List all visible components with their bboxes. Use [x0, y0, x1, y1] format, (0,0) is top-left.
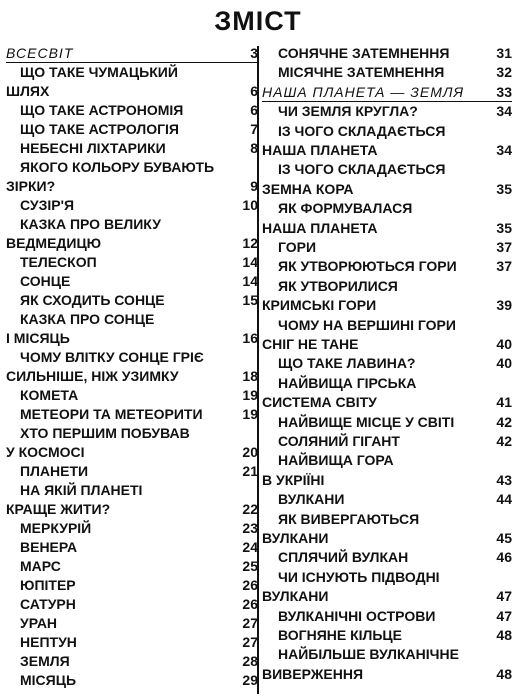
toc-entry — [6, 253, 258, 272]
toc-entry-page: 25 — [242, 558, 258, 574]
toc-entry — [6, 63, 258, 82]
toc-entry-title: ВУЛКАНИ — [262, 588, 329, 605]
toc-entry-page: 31 — [496, 45, 512, 61]
toc-entry — [262, 316, 512, 335]
toc-entry-title: СОНЦЕ — [20, 273, 71, 289]
toc-entry-title: КРАЩЕ ЖИТИ? — [6, 501, 111, 517]
toc-entry-title: МІСЯЧНЕ ЗАТЕМНЕННЯ — [278, 64, 445, 81]
toc-entry-title: НЕПТУН — [20, 634, 77, 650]
toc-entry-title: У КОСМОСІ — [6, 444, 85, 460]
toc-entry-page: 37 — [496, 239, 512, 255]
toc-entry — [262, 122, 512, 141]
toc-entry-page: 6 — [250, 102, 258, 118]
toc-entry — [6, 557, 258, 576]
toc-entry — [262, 63, 512, 82]
toc-entry — [6, 405, 258, 424]
toc-entry-title: КАЗКА ПРО СОНЦЕ — [20, 311, 155, 327]
toc-entry-page: 43 — [496, 471, 512, 488]
toc-left-column — [6, 44, 258, 694]
toc-entry-page: 34 — [496, 103, 512, 120]
toc-entry — [6, 652, 258, 671]
toc-entry-title: ЧИ ІСНУЮТЬ ПІДВОДНІ — [278, 568, 440, 585]
toc-entry-page: 44 — [496, 491, 512, 508]
toc-entry-title: НЕБЕСНІ ЛІХТАРИКИ — [20, 140, 166, 156]
toc-entry — [6, 481, 258, 500]
toc-entry — [6, 272, 258, 291]
toc-entry-page: 8 — [250, 140, 258, 156]
toc-entry-title: ЩО ТАКЕ ЛАВИНА? — [278, 355, 416, 372]
toc-entry — [6, 633, 258, 652]
toc-entry-title: СУЗІР'Я — [20, 197, 75, 213]
toc-entry-page: 12 — [242, 235, 258, 251]
toc-entry-page: 24 — [242, 539, 258, 555]
toc-entry — [6, 82, 258, 101]
toc-entry-page: 28 — [242, 653, 258, 669]
toc-entry-title: ЧИ ЗЕМЛЯ КРУГЛА? — [278, 103, 418, 120]
toc-entry-page: 48 — [496, 627, 512, 643]
toc-entry-page: 35 — [496, 180, 512, 197]
toc-entry-page: 32 — [496, 64, 512, 81]
toc-entry-title: НА ЯКІЙ ПЛАНЕТІ — [20, 482, 143, 498]
toc-entry — [6, 139, 258, 158]
toc-entry-page: 19 — [242, 387, 258, 403]
toc-entry-title: НАША ПЛАНЕТА — [262, 142, 378, 158]
toc-entry-title: НАЙВИЩА ГІРСЬКА — [278, 374, 417, 391]
toc-entry-title: ЯК УТВОРЮЮТЬСЯ ГОРИ — [278, 258, 457, 275]
toc-entry-page: 7 — [250, 121, 258, 137]
toc-entry-title: ПЛАНЕТИ — [20, 463, 89, 479]
toc-entry — [6, 424, 258, 443]
toc-entry-page: 33 — [496, 83, 512, 100]
toc-entry-title: ЧОМУ НА ВЕРШИНІ ГОРИ — [278, 316, 456, 333]
toc-entry-title: КРИМСЬКІ ГОРИ — [262, 297, 377, 314]
toc-entry-page: 14 — [242, 254, 258, 270]
toc-entry-page: 3 — [250, 45, 258, 61]
toc-entry — [6, 177, 258, 196]
toc-entry-title: СИСТЕМА СВІТУ — [262, 394, 377, 411]
toc-entry — [262, 83, 512, 102]
toc-entry-title: ВЕДМЕДИЦЮ — [6, 235, 102, 251]
toc-entry-title: НАЙВИЩА ГОРА — [278, 452, 394, 469]
toc-entry-title: ВУЛКАНИ — [262, 530, 329, 546]
toc-entry — [6, 234, 258, 253]
toc-entry-page: 22 — [242, 501, 258, 517]
toc-entry-title: ІЗ ЧОГО СКЛАДАЄТЬСЯ — [278, 122, 446, 139]
toc-entry-page: 20 — [242, 444, 258, 460]
toc-entry-title: ВСЕСВІТ — [6, 45, 74, 61]
toc-entry — [6, 44, 258, 63]
toc-entry-title: КОМЕТА — [20, 387, 79, 403]
toc-entry — [262, 277, 512, 296]
toc-entry — [6, 215, 258, 234]
page-title: ЗМІСТ — [214, 6, 302, 36]
toc-entry-title: МАРС — [20, 558, 61, 574]
toc-entry-page: 27 — [242, 634, 258, 650]
toc-entry — [6, 671, 258, 690]
toc-entry-page: 15 — [242, 292, 258, 308]
toc-entry-title: І МІСЯЦЬ — [6, 330, 70, 346]
toc-entry-title: ЧОМУ ВЛІТКУ СОНЦЕ ГРІЄ — [20, 349, 204, 365]
toc-entry — [6, 291, 258, 310]
toc-entry-page: 14 — [242, 273, 258, 289]
toc-entry — [6, 196, 258, 215]
toc-entry-title: ЗЕМЛЯ — [20, 653, 70, 669]
toc-entry — [262, 335, 512, 354]
toc-entry — [262, 490, 512, 509]
toc-entry — [6, 310, 258, 329]
toc-entry-title: ЗІРКИ? — [6, 178, 56, 194]
toc-entry-title: УРАН — [20, 615, 58, 631]
toc-entry — [262, 548, 512, 567]
toc-entry-title: САТУРН — [20, 596, 76, 612]
toc-entry-page: 40 — [496, 355, 512, 372]
toc-entry — [262, 199, 512, 218]
toc-entry-page: 27 — [242, 615, 258, 631]
toc-entry-title: НАША ПЛАНЕТА — [262, 219, 378, 236]
toc-entry-title: В УКРІЇНІ — [262, 471, 325, 488]
toc-entry-title: СНІГ НЕ ТАНЕ — [262, 336, 359, 352]
toc-entry-title: СОНЯЧНЕ ЗАТЕМНЕННЯ — [278, 45, 450, 61]
toc-entry-page: 42 — [496, 433, 512, 449]
toc-entry-title: ВУЛКАНИ — [278, 491, 345, 508]
toc-entry-title: ЯК ВИВЕРГАЮТЬСЯ — [278, 510, 420, 527]
toc-entry — [262, 471, 512, 490]
toc-entry-title: ЯКОГО КОЛЬОРУ БУВАЮТЬ — [20, 159, 215, 175]
toc-entry-page: 10 — [242, 197, 258, 213]
toc-entry — [6, 329, 258, 348]
toc-entry-page: 46 — [496, 549, 512, 566]
toc-entry — [262, 354, 512, 373]
toc-entry-title: ЯК ФОРМУВАЛАСЯ — [278, 200, 413, 217]
toc-entry-page: 18 — [242, 368, 258, 384]
toc-entry — [262, 665, 512, 684]
toc-entry — [262, 607, 512, 626]
toc-entry — [262, 374, 512, 393]
toc-entry-page: 9 — [250, 178, 258, 194]
toc-entry-page: 26 — [242, 577, 258, 593]
toc-entry-title: МЕТЕОРИ ТА МЕТЕОРИТИ — [20, 406, 203, 422]
toc-entry — [262, 219, 512, 238]
toc-entry-title: ІЗ ЧОГО СКЛАДАЄТЬСЯ — [278, 161, 446, 178]
toc-entry — [262, 102, 512, 121]
toc-entry-title: ЯК УТВОРИЛИСЯ — [278, 277, 398, 294]
toc-entry-title: ВУЛКАНІЧНІ ОСТРОВИ — [278, 607, 436, 624]
toc-entry — [262, 413, 512, 432]
toc-entry-title: НАЙБІЛЬШЕ ВУЛКАНІЧНЕ — [278, 646, 459, 663]
toc-entry-page: 47 — [496, 588, 512, 605]
toc-entry — [6, 120, 258, 139]
toc-entry-title: ВИВЕРЖЕННЯ — [262, 665, 364, 682]
toc-entry — [262, 44, 512, 63]
toc-entry — [6, 158, 258, 177]
toc-entry — [262, 238, 512, 257]
toc-entry-page: 21 — [242, 463, 258, 479]
toc-entry — [262, 645, 512, 664]
toc-right-column — [262, 44, 512, 694]
toc-entry-page: 26 — [242, 596, 258, 612]
toc-entry-page: 40 — [496, 336, 512, 352]
toc-entry-title: ЩО ТАКЕ АСТРОНОМІЯ — [20, 102, 184, 118]
toc-entry — [6, 614, 258, 633]
toc-entry-title: ЮПІТЕР — [20, 577, 76, 593]
toc-entry-page: 16 — [242, 330, 258, 346]
toc-entry — [262, 587, 512, 606]
toc-entry-title: ЩО ТАКЕ ЧУМАЦЬКИЙ — [20, 64, 178, 80]
toc-entry — [6, 386, 258, 405]
toc-entry — [262, 510, 512, 529]
toc-entry — [262, 451, 512, 470]
toc-entry — [262, 141, 512, 160]
toc-entry-title: МЕРКУРІЙ — [20, 520, 92, 536]
toc-entry-page: 47 — [496, 607, 512, 624]
toc-entry — [262, 296, 512, 315]
toc-entry-page: 42 — [496, 413, 512, 430]
toc-entry — [262, 568, 512, 587]
toc-entry — [6, 443, 258, 462]
toc-entry-page: 41 — [496, 394, 512, 411]
toc-entry-page: 6 — [250, 83, 258, 99]
toc-entry — [262, 257, 512, 276]
toc-entry — [262, 393, 512, 412]
toc-entry — [6, 595, 258, 614]
toc-entry-title: СИЛЬНІШЕ, НІЖ УЗИМКУ — [6, 368, 179, 384]
toc-entry — [6, 519, 258, 538]
toc-entry — [6, 462, 258, 481]
toc-entry-page: 29 — [242, 672, 258, 688]
toc-entry-title: ЯК СХОДИТЬ СОНЦЕ — [20, 292, 165, 308]
toc-entry — [262, 432, 512, 451]
toc-entry-page: 34 — [496, 142, 512, 158]
toc-entry — [6, 348, 258, 367]
toc-entry-title: ГОРИ — [278, 239, 317, 255]
toc-entry-title: СПЛЯЧИЙ ВУЛКАН — [278, 549, 409, 566]
toc-entry-page: 37 — [496, 258, 512, 275]
toc-entry-title: ХТО ПЕРШИМ ПОБУВАВ — [20, 425, 190, 441]
toc-entry — [6, 576, 258, 595]
toc-entry-title: НАША ПЛАНЕТА — ЗЕМЛЯ — [262, 83, 465, 100]
toc-entry — [262, 529, 512, 548]
toc-entry — [262, 626, 512, 645]
toc-entry-page: 23 — [242, 520, 258, 536]
toc-entry-title: ЗЕМНА КОРА — [262, 180, 354, 197]
toc-entry — [6, 367, 258, 386]
toc-entry — [6, 101, 258, 120]
toc-entry — [6, 500, 258, 519]
toc-entry-title: МІСЯЦЬ — [20, 672, 77, 688]
toc-entry-page: 45 — [496, 530, 512, 546]
toc-entry-page: 39 — [496, 297, 512, 314]
toc-entry — [6, 538, 258, 557]
toc-entry-title: ВЕНЕРА — [20, 539, 78, 555]
toc-entry-title: ШЛЯХ — [6, 83, 50, 99]
toc-entry-title: ТЕЛЕСКОП — [20, 254, 97, 270]
toc-entry-page: 48 — [496, 665, 512, 682]
toc-entry-page: 19 — [242, 406, 258, 422]
toc-entry-title: КАЗКА ПРО ВЕЛИКУ — [20, 216, 161, 232]
toc-entry-title: СОЛЯНИЙ ГІГАНТ — [278, 433, 400, 449]
toc-entry-page: 35 — [496, 219, 512, 236]
toc-entry — [262, 180, 512, 199]
toc-entry — [262, 160, 512, 179]
toc-entry-title: ВОГНЯНЕ КІЛЬЦЕ — [278, 627, 402, 643]
toc-entry-title: ЩО ТАКЕ АСТРОЛОГІЯ — [20, 121, 179, 137]
toc-entry-title: НАЙВИЩЕ МІСЦЕ У СВІТІ — [278, 413, 455, 430]
